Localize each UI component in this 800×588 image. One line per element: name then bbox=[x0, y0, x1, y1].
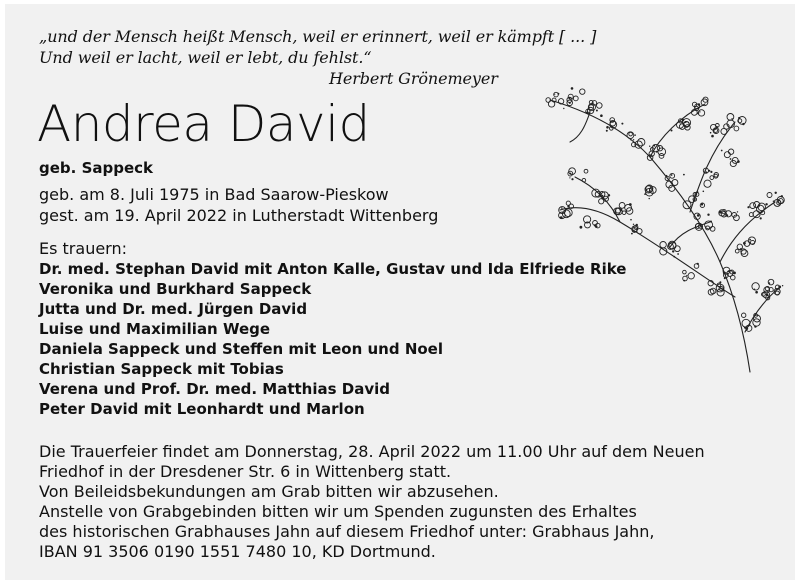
leaf-dot bbox=[596, 110, 598, 112]
leaf-dot bbox=[710, 132, 712, 134]
leaf-mark bbox=[768, 279, 774, 285]
leaf-mark bbox=[767, 193, 772, 198]
leaf-mark bbox=[597, 103, 603, 109]
leaf-mark bbox=[708, 289, 714, 295]
leaf-mark bbox=[683, 276, 688, 281]
leaf-dot bbox=[766, 293, 769, 296]
quote-line-1: „und der Mensch heißt Mensch, weil er erinnert, weil er kämpft [ ... ] bbox=[39, 27, 597, 46]
leaf-dot bbox=[716, 126, 718, 128]
quote-author: Herbert Grönemeyer bbox=[329, 69, 498, 88]
leaf-dot bbox=[567, 205, 569, 207]
leaf-dot bbox=[710, 221, 712, 223]
leaf-dot bbox=[754, 325, 756, 327]
leaf-dot bbox=[630, 219, 632, 221]
leaf-dot bbox=[778, 286, 781, 289]
leaf-dot bbox=[721, 150, 723, 152]
leaf-dot bbox=[685, 121, 687, 123]
leaf-dot bbox=[677, 253, 679, 255]
quote-line-2: Und weil er lacht, weil er lebt, du fehlst.“ bbox=[39, 48, 372, 67]
leaf-dot bbox=[699, 111, 700, 112]
mourners-intro: Es trauern: bbox=[39, 239, 127, 258]
leaf-dot bbox=[696, 191, 698, 193]
leaf-dot bbox=[636, 224, 638, 226]
funeral-notice bbox=[39, 442, 705, 562]
leaf-dot bbox=[633, 139, 634, 140]
leaf-dot bbox=[563, 108, 564, 109]
leaf-mark bbox=[672, 180, 678, 186]
leaf-mark bbox=[627, 132, 634, 139]
leaf-dot bbox=[561, 207, 563, 209]
leaf-dot bbox=[781, 195, 783, 197]
notice-line: Friedhof in der Dresdener Str. 6 in Wittenberg statt. bbox=[39, 462, 452, 481]
leaf-dot bbox=[754, 289, 756, 291]
leaf-dot bbox=[765, 203, 767, 205]
leaf-mark bbox=[710, 226, 715, 231]
leaf-mark bbox=[741, 250, 748, 257]
leaf-mark bbox=[752, 283, 759, 290]
leaf-mark bbox=[742, 319, 750, 327]
leaf-dot bbox=[594, 224, 596, 226]
leaf-dot bbox=[601, 197, 604, 200]
leaf-dot bbox=[755, 291, 758, 294]
leaf-dot bbox=[698, 103, 701, 106]
leaf-dot bbox=[683, 280, 685, 282]
leaf-mark bbox=[629, 132, 633, 136]
notice-line: Anstelle von Grabgebinden bitten wir um Spenden zugunsten des Erhaltes bbox=[39, 502, 637, 521]
leaf-dot bbox=[723, 289, 724, 290]
leaf-mark bbox=[727, 114, 734, 121]
leaf-dot bbox=[620, 209, 623, 212]
leaf-dot bbox=[672, 250, 674, 252]
leaf-dot bbox=[629, 203, 632, 206]
leaf-mark bbox=[622, 211, 626, 215]
leaf-dot bbox=[707, 214, 709, 216]
leaf-dot bbox=[760, 217, 762, 219]
mourner-line: Dr. med. Stephan David mit Anton Kalle, Gustav und Ida Elfriede Rike bbox=[39, 260, 627, 278]
leaf-dot bbox=[649, 146, 650, 147]
leaf-dot bbox=[723, 272, 726, 275]
leaf-dot bbox=[630, 139, 631, 140]
death-date: gest. am 19. April 2022 in Lutherstadt Wittenberg bbox=[39, 206, 439, 225]
leaf-dot bbox=[634, 134, 636, 136]
leaf-dot bbox=[569, 97, 571, 99]
notice-line: des historischen Grabhauses Jahn auf diesem Friedhof unter: Grabhaus Jahn, bbox=[39, 522, 655, 541]
leaf-dot bbox=[569, 177, 570, 178]
leaf-mark bbox=[735, 249, 739, 253]
leaf-dot bbox=[683, 174, 685, 176]
leaf-dot bbox=[569, 173, 571, 175]
leaf-dot bbox=[743, 242, 746, 245]
leaf-mark bbox=[599, 199, 604, 204]
leaf-mark bbox=[683, 270, 687, 274]
leaf-dot bbox=[671, 174, 673, 176]
leaf-dot bbox=[775, 192, 777, 194]
leaf-mark bbox=[619, 203, 625, 209]
mourner-line: Verena und Prof. Dr. med. Matthias David bbox=[39, 380, 390, 398]
leaf-dot bbox=[731, 118, 732, 119]
leaf-dot bbox=[697, 263, 699, 265]
leaf-dot bbox=[737, 211, 738, 212]
leaf-dot bbox=[586, 112, 589, 115]
leaf-dot bbox=[719, 211, 722, 214]
leaf-dot bbox=[608, 194, 610, 196]
leaf-dot bbox=[649, 190, 651, 192]
leaf-dot bbox=[724, 277, 726, 279]
leaf-dot bbox=[749, 239, 751, 241]
leaf-mark bbox=[580, 89, 585, 94]
leaf-dot bbox=[730, 158, 732, 160]
leaf-dot bbox=[606, 130, 608, 132]
leaf-dot bbox=[711, 135, 714, 138]
deceased-name: Andrea David bbox=[37, 95, 370, 153]
leaf-dot bbox=[768, 282, 770, 284]
leaf-dot bbox=[697, 214, 700, 217]
mourner-line: Jutta und Dr. med. Jürgen David bbox=[39, 300, 308, 318]
obituary-card bbox=[5, 4, 795, 580]
leaf-mark bbox=[704, 180, 711, 187]
leaf-dot bbox=[621, 123, 623, 125]
leaf-mark bbox=[728, 149, 733, 154]
leaf-dot bbox=[705, 171, 707, 173]
leaf-dot bbox=[666, 175, 667, 176]
leaf-dot bbox=[557, 93, 559, 95]
leaf-mark bbox=[734, 126, 739, 131]
leaf-dot bbox=[580, 226, 583, 229]
leaf-mark bbox=[724, 152, 730, 158]
leaf-dot bbox=[571, 87, 574, 90]
leaf-dot bbox=[728, 270, 730, 272]
birth-date: geb. am 8. Juli 1975 in Bad Saarow-Pieskow bbox=[39, 185, 389, 204]
quote-block bbox=[39, 26, 596, 89]
leaf-dot bbox=[560, 216, 563, 219]
leaf-dot bbox=[569, 102, 571, 104]
leaf-dot bbox=[656, 151, 658, 153]
notice-line: Die Trauerfeier findet am Donnerstag, 28. April 2022 um 11.00 Uhr auf dem Neuen bbox=[39, 442, 705, 461]
birth-name: geb. Sappeck bbox=[39, 159, 154, 177]
leaf-dot bbox=[633, 224, 634, 225]
leaf-dot bbox=[747, 206, 749, 208]
mourner-line: Daniela Sappeck und Steffen mit Leon und Noel bbox=[39, 340, 443, 358]
mourner-line: Veronika und Burkhard Sappeck bbox=[39, 280, 312, 298]
leaf-dot bbox=[701, 203, 703, 205]
mourner-line: Christian Sappeck mit Tobias bbox=[39, 360, 284, 378]
leaf-dot bbox=[600, 114, 603, 117]
leaf-dot bbox=[602, 195, 604, 197]
leaf-dot bbox=[744, 326, 746, 328]
leaf-dot bbox=[773, 201, 774, 202]
leaf-dot bbox=[686, 275, 687, 276]
leaf-dot bbox=[653, 144, 655, 146]
leaf-mark bbox=[670, 173, 675, 178]
leaf-dot bbox=[606, 126, 609, 129]
leaf-dot bbox=[554, 94, 555, 95]
leaf-dot bbox=[726, 214, 728, 216]
leaf-mark bbox=[584, 169, 588, 173]
leaf-mark bbox=[660, 242, 666, 248]
leaf-mark bbox=[742, 313, 746, 317]
leaf-dot bbox=[644, 193, 646, 195]
leaf-dot bbox=[740, 248, 742, 250]
leaf-dot bbox=[710, 171, 712, 173]
leaf-dot bbox=[782, 285, 783, 286]
branch-icon bbox=[530, 82, 785, 377]
life-dates bbox=[39, 184, 438, 226]
notice-line: Von Beileidsbekundungen am Grab bitten wir abzusehen. bbox=[39, 482, 499, 501]
leaf-dot bbox=[697, 112, 699, 114]
leaf-mark bbox=[710, 176, 714, 180]
leaf-dot bbox=[733, 272, 736, 275]
leaf-dot bbox=[703, 191, 705, 193]
leaf-mark bbox=[688, 273, 694, 279]
leaf-dot bbox=[708, 170, 710, 172]
leaf-dot bbox=[742, 123, 744, 125]
leaf-dot bbox=[649, 198, 650, 199]
leaf-mark bbox=[568, 94, 573, 99]
leaf-dot bbox=[737, 160, 740, 163]
leaf-dot bbox=[673, 256, 675, 258]
leaf-mark bbox=[750, 203, 756, 209]
mourner-line: Peter David mit Leonhardt und Marlon bbox=[39, 400, 365, 418]
leaf-dot bbox=[671, 130, 673, 132]
leaf-mark bbox=[731, 275, 736, 280]
leaf-dot bbox=[738, 117, 740, 119]
notice-line: IBAN 91 3506 0190 1551 7480 10, KD Dortmund. bbox=[39, 542, 436, 561]
leaf-dot bbox=[571, 178, 573, 180]
leaf-mark bbox=[573, 96, 578, 101]
mourner-line: Luise und Maximilian Wege bbox=[39, 320, 271, 338]
leaf-dot bbox=[682, 119, 684, 121]
leaf-dot bbox=[719, 281, 721, 283]
leaf-dot bbox=[631, 233, 633, 235]
leaf-mark bbox=[698, 110, 704, 116]
